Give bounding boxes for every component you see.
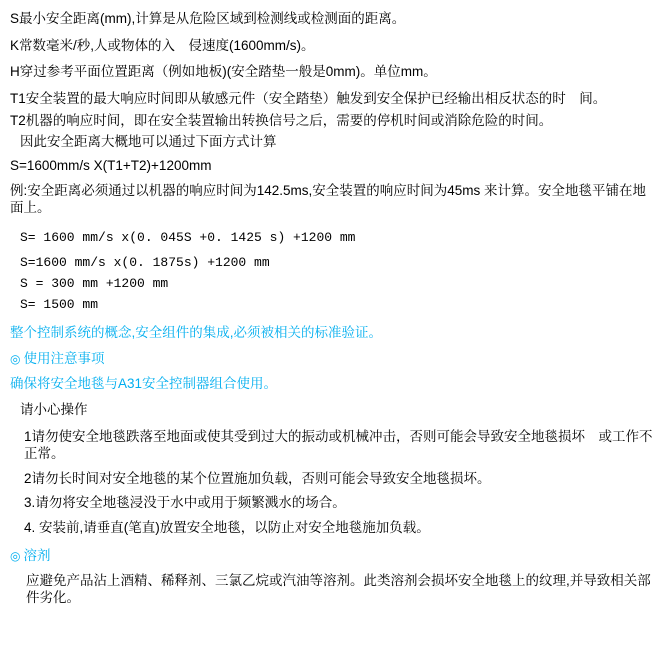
section-title: 使用注意事项 [23, 351, 105, 366]
validation-block [0, 314, 665, 342]
definition-line-h: H穿过参考平面位置距离（例如地板)(安全踏垫一般是0mm)。单位mm。 [10, 64, 437, 79]
definitions-block [0, 0, 665, 130]
bullet-ring-icon: ◎ [10, 352, 21, 366]
validation-note: 整个控制系统的概念,安全组件的集成,必须被相关的标准验证。 [10, 324, 383, 340]
example-note: 例:安全距离必须通过以机器的响应时间为142.5ms,安全装置的响应时间为45ms 来计算。安全地毯平铺在地面上。 [10, 182, 647, 215]
definition-line-s: S最小安全距离(mm),计算是从危险区域到检测线或检测面的距离。 [10, 11, 406, 26]
definition-line-t1: T1安全装置的最大响应时间即从敏感元件（安全踏垫）触发到安全保护已经输出相反状态的时 间。 [10, 90, 607, 106]
calc-line-3: S = 300 mm +1200 mm [20, 275, 169, 291]
precaution-item-3: 3.请勿将安全地毯浸没于水中或用于频繁溅水的场合。 [24, 495, 346, 510]
section-subtitle: 请小心操作 [20, 402, 88, 417]
precaution-item-4: 4. 安装前,请垂直(笔直)放置安全地毯，以防止对安全地毯施加负载。 [24, 519, 430, 535]
calc-line-1: S= 1600 mm/s x(0. 045S +0. 1425 s) +1200 mm [20, 229, 356, 245]
precaution-item-1: 1请勿使安全地毯跌落至地面或使其受到过大的振动或机械冲击，否则可能会导致安全地毯损坏 或工作不正常。 [24, 428, 653, 461]
section-heading [10, 350, 655, 369]
solvent-item-1: 应避免产品沾上酒精、稀释剂、三氯乙烷或汽油等溶剂。此类溶剂会损坏安全地毯上的纹理,并导致相关部件劣化。 [26, 572, 651, 605]
section-precautions [0, 342, 665, 536]
bullet-ring-icon: ◎ [10, 549, 21, 563]
section-title: 溶剂 [23, 548, 51, 563]
definition-line-t2: T2机器的响应时间，即在安全装置输出转换信号之后，需要的停机时间或消除危险的时间。 [10, 113, 553, 128]
precaution-item-2: 2请勿长时间对安全地毯的某个位置施加负载，否则可能会导致安全地毯损坏。 [24, 470, 491, 486]
section-heading [10, 547, 655, 566]
formula-main: S=1600mm/s X(T1+T2)+1200mm [10, 158, 212, 173]
formula-block [0, 131, 665, 217]
calculation-block [0, 218, 665, 314]
calc-line-4: S= 1500 mm [20, 296, 99, 312]
section-highlight: 确保将安全地毯与A31安全控制器组合使用。 [10, 375, 278, 391]
definition-line-k: K常数毫米/秒,人或物体的入 侵速度(1600mm/s)。 [10, 37, 315, 53]
section-solvent [0, 537, 665, 607]
formula-intro: 因此安全距离大概地可以通过下面方式计算 [20, 133, 277, 149]
calc-line-2: S=1600 mm/s x(0. 1875s) +1200 mm [20, 254, 270, 270]
